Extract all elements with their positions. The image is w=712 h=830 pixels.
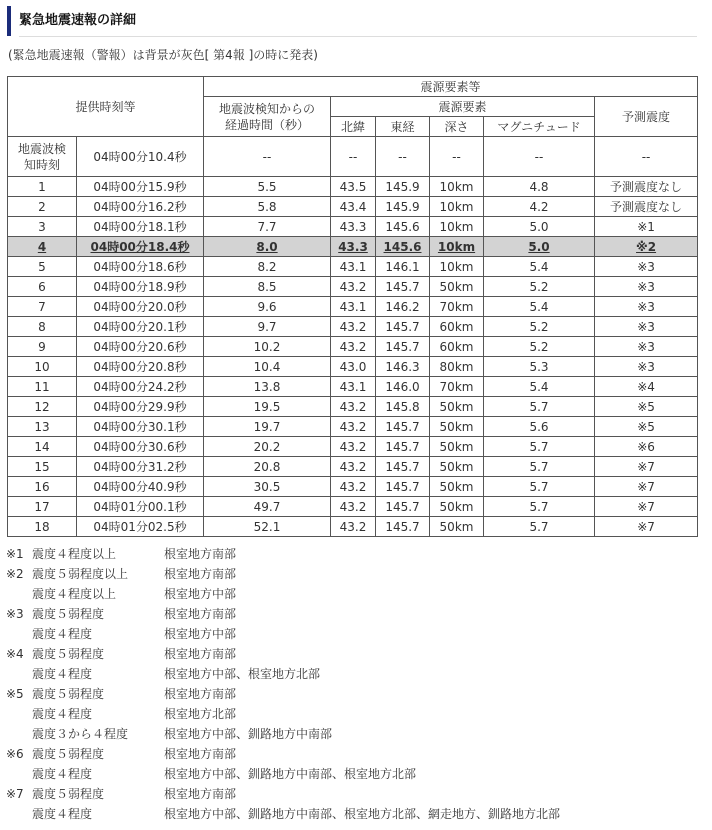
elapsed-seconds: 52.1 [204, 517, 331, 537]
table-row [8, 337, 698, 357]
table-row [8, 417, 698, 437]
magnitude: 5.7 [484, 437, 595, 457]
footnote-intensity: 震度５弱程度以上 [32, 567, 129, 581]
footnote-intensity: 震度４程度 [32, 627, 93, 641]
latitude: 43.2 [331, 417, 376, 437]
predicted-intensity: 予測震度なし [595, 177, 698, 197]
footnote-intensity: 震度４程度 [32, 667, 93, 681]
predicted-intensity: ※3 [595, 317, 698, 337]
report-time: 04時00分30.1秒 [77, 417, 204, 437]
latitude: 43.2 [331, 497, 376, 517]
longitude: 146.3 [376, 357, 430, 377]
footnote-row [6, 784, 706, 804]
table-row [8, 457, 698, 477]
magnitude: 5.7 [484, 457, 595, 477]
footnote-row [6, 624, 706, 644]
table-row [8, 237, 698, 257]
elapsed-seconds: 9.7 [204, 317, 331, 337]
report-time: 04時00分30.6秒 [77, 437, 204, 457]
report-number: 5 [8, 257, 77, 277]
latitude: 43.2 [331, 457, 376, 477]
depth: 80km [430, 357, 484, 377]
depth: 50km [430, 277, 484, 297]
warning-note: (緊急地震速報（警報）は背景が灰色[ 第4報 ]の時に発表) [8, 48, 318, 62]
footnote-region: 根室地方中部、釧路地方中南部、根室地方北部、網走地方、釧路地方北部 [164, 807, 561, 821]
magnitude: 5.7 [484, 477, 595, 497]
longitude: 145.7 [376, 477, 430, 497]
depth: 10km [430, 237, 484, 257]
depth: 50km [430, 497, 484, 517]
longitude: 145.9 [376, 197, 430, 217]
footnote-region: 根室地方中部、根室地方北部 [164, 667, 321, 681]
magnitude: 4.2 [484, 197, 595, 217]
elapsed-seconds: 20.8 [204, 457, 331, 477]
depth: 70km [430, 297, 484, 317]
predicted-intensity: ※3 [595, 337, 698, 357]
latitude: 43.1 [331, 257, 376, 277]
predicted-intensity: ※7 [595, 497, 698, 517]
report-time: 04時00分18.4秒 [77, 237, 204, 257]
report-number: 18 [8, 517, 77, 537]
elapsed-seconds: 7.7 [204, 217, 331, 237]
predicted-intensity: 予測震度なし [595, 197, 698, 217]
elapsed-seconds: 10.2 [204, 337, 331, 357]
footnote-region: 根室地方南部 [164, 647, 237, 661]
magnitude: 5.4 [484, 257, 595, 277]
footnote-region: 根室地方南部 [164, 607, 237, 621]
table-row [8, 437, 698, 457]
footnote-intensity: 震度４程度 [32, 807, 93, 821]
footnote-intensity: 震度５弱程度 [32, 647, 105, 661]
table-row [8, 257, 698, 277]
depth: 50km [430, 457, 484, 477]
longitude: 145.8 [376, 397, 430, 417]
footnote-intensity: 震度５弱程度 [32, 747, 105, 761]
magnitude: 5.2 [484, 277, 595, 297]
longitude: 145.7 [376, 437, 430, 457]
footnote-row [6, 604, 706, 624]
table-row [8, 497, 698, 517]
table-row [8, 317, 698, 337]
footnote-row [6, 764, 706, 784]
report-number: 16 [8, 477, 77, 497]
elapsed-seconds: 5.5 [204, 177, 331, 197]
footnote-mark: ※2 [6, 567, 24, 581]
latitude: 43.2 [331, 397, 376, 417]
depth: 10km [430, 257, 484, 277]
report-number: 12 [8, 397, 77, 417]
depth: 60km [430, 337, 484, 357]
longitude: 145.7 [376, 417, 430, 437]
header-elapsed: 地震波検知からの経過時間（秒） [204, 97, 331, 137]
longitude: 146.0 [376, 377, 430, 397]
latitude: 43.1 [331, 377, 376, 397]
footnote-mark: ※3 [6, 607, 24, 621]
footnote-row [6, 724, 706, 744]
footnote-region: 根室地方中部、釧路地方中南部、根室地方北部 [164, 767, 417, 781]
footnotes [6, 544, 706, 824]
report-number: 6 [8, 277, 77, 297]
elapsed-seconds: 9.6 [204, 297, 331, 317]
latitude: 43.2 [331, 477, 376, 497]
elapsed-seconds: 19.5 [204, 397, 331, 417]
footnote-region: 根室地方北部 [164, 707, 237, 721]
header-magnitude: マグニチュード [484, 117, 595, 137]
magnitude: 5.3 [484, 357, 595, 377]
predicted-intensity: ※7 [595, 457, 698, 477]
report-time: 04時00分24.2秒 [77, 377, 204, 397]
header-source-elements-group: 震源要素等 [204, 77, 698, 97]
footnote-row [6, 644, 706, 664]
detection-intensity: -- [595, 137, 698, 177]
table-row [8, 197, 698, 217]
table-row [8, 377, 698, 397]
depth: 50km [430, 517, 484, 537]
header-intensity: 予測震度 [595, 97, 698, 137]
table-row [8, 217, 698, 237]
latitude: 43.2 [331, 277, 376, 297]
depth: 10km [430, 197, 484, 217]
report-time: 04時01分00.1秒 [77, 497, 204, 517]
longitude: 146.2 [376, 297, 430, 317]
footnote-intensity: 震度４程度以上 [32, 587, 117, 601]
elapsed-seconds: 8.5 [204, 277, 331, 297]
longitude: 145.7 [376, 497, 430, 517]
table-row [8, 477, 698, 497]
footnote-region: 根室地方中部、釧路地方中南部 [164, 727, 333, 741]
latitude: 43.3 [331, 217, 376, 237]
report-number: 14 [8, 437, 77, 457]
elapsed-seconds: 5.8 [204, 197, 331, 217]
longitude: 145.6 [376, 217, 430, 237]
footnote-intensity: 震度５弱程度 [32, 687, 105, 701]
eew-detail-table [7, 76, 698, 537]
longitude: 145.7 [376, 277, 430, 297]
elapsed-seconds: 49.7 [204, 497, 331, 517]
magnitude: 5.0 [484, 237, 595, 257]
footnote-row [6, 744, 706, 764]
longitude: 145.6 [376, 237, 430, 257]
report-time: 04時00分20.1秒 [77, 317, 204, 337]
detection-lon: -- [376, 137, 430, 177]
magnitude: 5.2 [484, 337, 595, 357]
depth: 50km [430, 397, 484, 417]
table-row [8, 357, 698, 377]
predicted-intensity: ※2 [595, 237, 698, 257]
latitude: 43.5 [331, 177, 376, 197]
predicted-intensity: ※3 [595, 357, 698, 377]
longitude: 145.7 [376, 337, 430, 357]
depth: 10km [430, 177, 484, 197]
magnitude: 5.0 [484, 217, 595, 237]
magnitude: 5.7 [484, 517, 595, 537]
latitude: 43.1 [331, 297, 376, 317]
table-row [8, 517, 698, 537]
predicted-intensity: ※3 [595, 277, 698, 297]
footnote-intensity: 震度４程度 [32, 707, 93, 721]
report-time: 04時00分20.6秒 [77, 337, 204, 357]
report-time: 04時00分20.0秒 [77, 297, 204, 317]
longitude: 145.7 [376, 517, 430, 537]
report-number: 7 [8, 297, 77, 317]
report-number: 15 [8, 457, 77, 477]
latitude: 43.4 [331, 197, 376, 217]
report-time: 04時00分18.6秒 [77, 257, 204, 277]
footnote-intensity: 震度５弱程度 [32, 607, 105, 621]
elapsed-seconds: 10.4 [204, 357, 331, 377]
footnote-mark: ※5 [6, 687, 24, 701]
table-row [8, 277, 698, 297]
report-number: 1 [8, 177, 77, 197]
report-number: 4 [8, 237, 77, 257]
table-row [8, 297, 698, 317]
detection-elapsed: -- [204, 137, 331, 177]
report-time: 04時00分15.9秒 [77, 177, 204, 197]
depth: 50km [430, 437, 484, 457]
depth: 60km [430, 317, 484, 337]
predicted-intensity: ※1 [595, 217, 698, 237]
report-time: 04時00分20.8秒 [77, 357, 204, 377]
detection-label: 地震波検知時刻 [8, 137, 77, 177]
report-time: 04時00分16.2秒 [77, 197, 204, 217]
latitude: 43.2 [331, 517, 376, 537]
report-time: 04時00分40.9秒 [77, 477, 204, 497]
latitude: 43.2 [331, 317, 376, 337]
report-time: 04時01分02.5秒 [77, 517, 204, 537]
footnote-region: 根室地方南部 [164, 567, 237, 581]
latitude: 43.3 [331, 237, 376, 257]
footnote-mark: ※1 [6, 547, 24, 561]
magnitude: 5.6 [484, 417, 595, 437]
footnote-region: 根室地方南部 [164, 547, 237, 561]
detection-row [8, 137, 698, 177]
magnitude: 5.4 [484, 377, 595, 397]
latitude: 43.2 [331, 437, 376, 457]
predicted-intensity: ※5 [595, 397, 698, 417]
elapsed-seconds: 13.8 [204, 377, 331, 397]
magnitude: 5.4 [484, 297, 595, 317]
report-time: 04時00分18.9秒 [77, 277, 204, 297]
depth: 50km [430, 477, 484, 497]
footnote-row [6, 544, 706, 564]
elapsed-seconds: 20.2 [204, 437, 331, 457]
header-provided-time: 提供時刻等 [8, 77, 204, 137]
footnote-region: 根室地方南部 [164, 747, 237, 761]
report-number: 11 [8, 377, 77, 397]
report-number: 3 [8, 217, 77, 237]
report-number: 17 [8, 497, 77, 517]
elapsed-seconds: 8.0 [204, 237, 331, 257]
header-depth: 深さ [430, 117, 484, 137]
footnote-row [6, 564, 706, 584]
depth: 50km [430, 417, 484, 437]
report-number: 2 [8, 197, 77, 217]
elapsed-seconds: 30.5 [204, 477, 331, 497]
footnote-mark: ※6 [6, 747, 24, 761]
report-number: 9 [8, 337, 77, 357]
detection-mag: -- [484, 137, 595, 177]
report-time: 04時00分29.9秒 [77, 397, 204, 417]
longitude: 145.7 [376, 317, 430, 337]
depth: 70km [430, 377, 484, 397]
longitude: 146.1 [376, 257, 430, 277]
depth: 10km [430, 217, 484, 237]
footnote-intensity: 震度５弱程度 [32, 787, 105, 801]
footnote-row [6, 584, 706, 604]
predicted-intensity: ※5 [595, 417, 698, 437]
footnote-intensity: 震度４程度以上 [32, 547, 117, 561]
footnote-region: 根室地方南部 [164, 687, 237, 701]
page-title: 緊急地震速報の詳細 [7, 6, 697, 36]
footnote-mark: ※7 [6, 787, 24, 801]
footnote-row [6, 684, 706, 704]
footnote-region: 根室地方南部 [164, 787, 237, 801]
report-number: 10 [8, 357, 77, 377]
report-time: 04時00分18.1秒 [77, 217, 204, 237]
magnitude: 5.7 [484, 397, 595, 417]
footnote-row [6, 664, 706, 684]
footnote-region: 根室地方中部 [164, 627, 237, 641]
latitude: 43.0 [331, 357, 376, 377]
magnitude: 5.2 [484, 317, 595, 337]
report-number: 8 [8, 317, 77, 337]
elapsed-seconds: 19.7 [204, 417, 331, 437]
latitude: 43.2 [331, 337, 376, 357]
header-lon: 東経 [376, 117, 430, 137]
longitude: 145.9 [376, 177, 430, 197]
magnitude: 4.8 [484, 177, 595, 197]
detection-lat: -- [331, 137, 376, 177]
elapsed-seconds: 8.2 [204, 257, 331, 277]
table-row [8, 177, 698, 197]
footnote-intensity: 震度４程度 [32, 767, 93, 781]
predicted-intensity: ※7 [595, 477, 698, 497]
predicted-intensity: ※6 [595, 437, 698, 457]
magnitude: 5.7 [484, 497, 595, 517]
report-time: 04時00分31.2秒 [77, 457, 204, 477]
detection-depth: -- [430, 137, 484, 177]
footnote-row [6, 704, 706, 724]
footnote-region: 根室地方中部 [164, 587, 237, 601]
footnote-intensity: 震度３から４程度 [32, 727, 129, 741]
header-lat: 北緯 [331, 117, 376, 137]
predicted-intensity: ※4 [595, 377, 698, 397]
footnote-mark: ※4 [6, 647, 24, 661]
table-row [8, 397, 698, 417]
detection-time: 04時00分10.4秒 [77, 137, 204, 177]
report-number: 13 [8, 417, 77, 437]
predicted-intensity: ※3 [595, 297, 698, 317]
footnote-row [6, 804, 706, 824]
predicted-intensity: ※3 [595, 257, 698, 277]
header-source-elements: 震源要素 [331, 97, 595, 117]
longitude: 145.7 [376, 457, 430, 477]
predicted-intensity: ※7 [595, 517, 698, 537]
